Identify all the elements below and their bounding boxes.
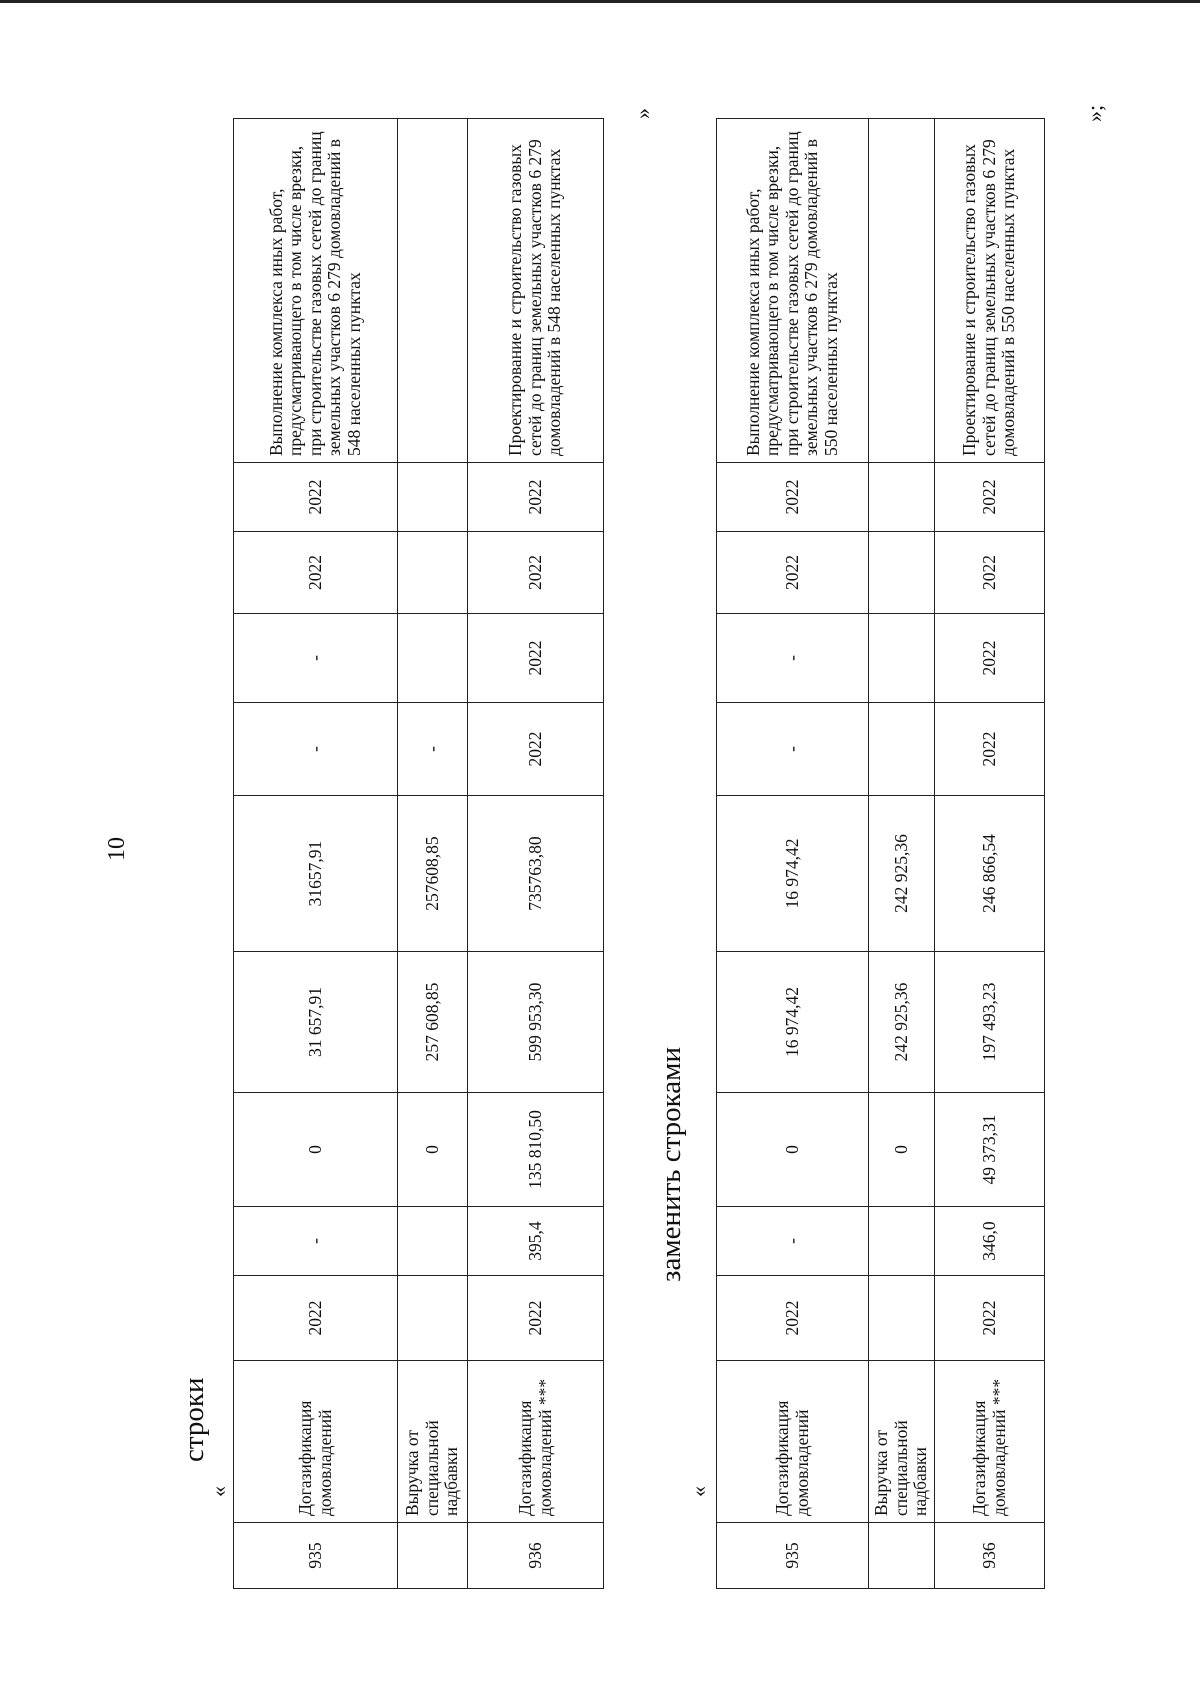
cell-description: Выполнение комплекса иных работ, предусматривающего в том числе врезки, при строительстве газовых сетей до границ земельных участков 6 279 домовладений в 548 населенных пунктах: [234, 119, 398, 463]
cell-value-1: 0: [717, 1093, 869, 1207]
open-quote-replacement: «: [686, 1486, 711, 1497]
cell-value-2: 257 608,85: [398, 952, 468, 1093]
cell-length: -: [717, 1207, 869, 1276]
cell-date-4: 2022: [935, 463, 1045, 532]
original-rows-table: [233, 118, 604, 1589]
cell-date-1: 2022: [468, 703, 604, 796]
cell-object-name: Выручка от специальной надбавки: [869, 1361, 935, 1523]
cell-description: Проектирование и строительство газовых сетей до границ земельных участков 6 279 домовладений в 548 населенных пунктах: [468, 119, 604, 463]
cell-year: [869, 1276, 935, 1361]
cell-value-2: 16 974,42: [717, 952, 869, 1093]
table-row: [717, 119, 869, 1589]
cell-date-2: -: [717, 614, 869, 703]
cell-object-number: 936: [468, 1523, 604, 1589]
cell-date-2: [398, 614, 468, 703]
cell-date-4: [869, 463, 935, 532]
cell-date-3: 2022: [717, 532, 869, 614]
cell-length: 346,0: [935, 1207, 1045, 1276]
cell-year: 2022: [234, 1276, 398, 1361]
cell-value-1: 0: [398, 1093, 468, 1207]
cell-length: 395,4: [468, 1207, 604, 1276]
cell-value-2: 31 657,91: [234, 952, 398, 1093]
replacement-rows-table: [716, 118, 1045, 1589]
cell-year: 2022: [935, 1276, 1045, 1361]
cell-date-4: 2022: [717, 463, 869, 532]
cell-object-name: Догазификация домовладений: [717, 1361, 869, 1523]
cell-object-name: Догазификация домовладений ***: [468, 1361, 604, 1523]
cell-value-1: 0: [869, 1093, 935, 1207]
section-caption-original: строки: [178, 1377, 210, 1462]
cell-length: [869, 1207, 935, 1276]
cell-date-1: -: [234, 703, 398, 796]
table-row: [398, 119, 468, 1589]
cell-value-1: 49 373,31: [935, 1093, 1045, 1207]
cell-date-2: 2022: [935, 614, 1045, 703]
cell-object-number: [398, 1523, 468, 1589]
cell-value-total: 31657,91: [234, 796, 398, 952]
table-row: [468, 119, 604, 1589]
cell-object-number: [869, 1523, 935, 1589]
cell-year: 2022: [468, 1276, 604, 1361]
replacement-rows-body: [717, 119, 1045, 1589]
cell-value-1: 0: [234, 1093, 398, 1207]
cell-description: [398, 119, 468, 463]
cell-date-1: -: [717, 703, 869, 796]
cell-length: -: [234, 1207, 398, 1276]
section-caption-replacement: заменить строками: [655, 1046, 687, 1282]
cell-object-name: Догазификация домовладений: [234, 1361, 398, 1523]
cell-date-4: 2022: [234, 463, 398, 532]
open-quote-original: «: [206, 1486, 231, 1497]
cell-object-number: 936: [935, 1523, 1045, 1589]
cell-object-name: Выручка от специальной надбавки: [398, 1361, 468, 1523]
cell-value-1: 135 810,50: [468, 1093, 604, 1207]
cell-date-4: 2022: [468, 463, 604, 532]
cell-object-number: 935: [234, 1523, 398, 1589]
cell-date-2: -: [234, 614, 398, 703]
cell-date-3: [398, 532, 468, 614]
cell-date-4: [398, 463, 468, 532]
cell-object-number: 935: [717, 1523, 869, 1589]
cell-description: Проектирование и строительство газовых сетей до границ земельных участков 6 279 домовладений в 550 населенных пунктах: [935, 119, 1045, 463]
cell-date-3: [869, 532, 935, 614]
table-row: [869, 119, 935, 1589]
table-row: [935, 119, 1045, 1589]
cell-value-total: 16 974,42: [717, 796, 869, 952]
cell-date-1: -: [398, 703, 468, 796]
cell-date-1: [869, 703, 935, 796]
close-quote-replacement: »;: [1082, 104, 1107, 122]
cell-year: [398, 1276, 468, 1361]
cell-object-name: Догазификация домовладений ***: [935, 1361, 1045, 1523]
cell-date-3: 2022: [468, 532, 604, 614]
cell-date-2: 2022: [468, 614, 604, 703]
cell-length: [398, 1207, 468, 1276]
original-rows-body: [234, 119, 604, 1589]
table-row: [234, 119, 398, 1589]
cell-description: Выполнение комплекса иных работ, предусматривающего в том числе врезки, при строительстве газовых сетей до границ земельных участков 6 279 домовладений в 550 населенных пунктах: [717, 119, 869, 463]
cell-date-3: 2022: [234, 532, 398, 614]
cell-year: 2022: [717, 1276, 869, 1361]
close-quote-original: »: [630, 108, 655, 119]
cell-value-total: 735763,80: [468, 796, 604, 952]
cell-value-total: 257608,85: [398, 796, 468, 952]
cell-description: [869, 119, 935, 463]
cell-value-2: 599 953,30: [468, 952, 604, 1093]
cell-value-2: 197 493,23: [935, 952, 1045, 1093]
cell-value-2: 242 925,36: [869, 952, 935, 1093]
cell-date-3: 2022: [935, 532, 1045, 614]
page-number: 10: [104, 837, 130, 861]
cell-value-total: 242 925,36: [869, 796, 935, 952]
cell-date-2: [869, 614, 935, 703]
cell-value-total: 246 866,54: [935, 796, 1045, 952]
cell-date-1: 2022: [935, 703, 1045, 796]
